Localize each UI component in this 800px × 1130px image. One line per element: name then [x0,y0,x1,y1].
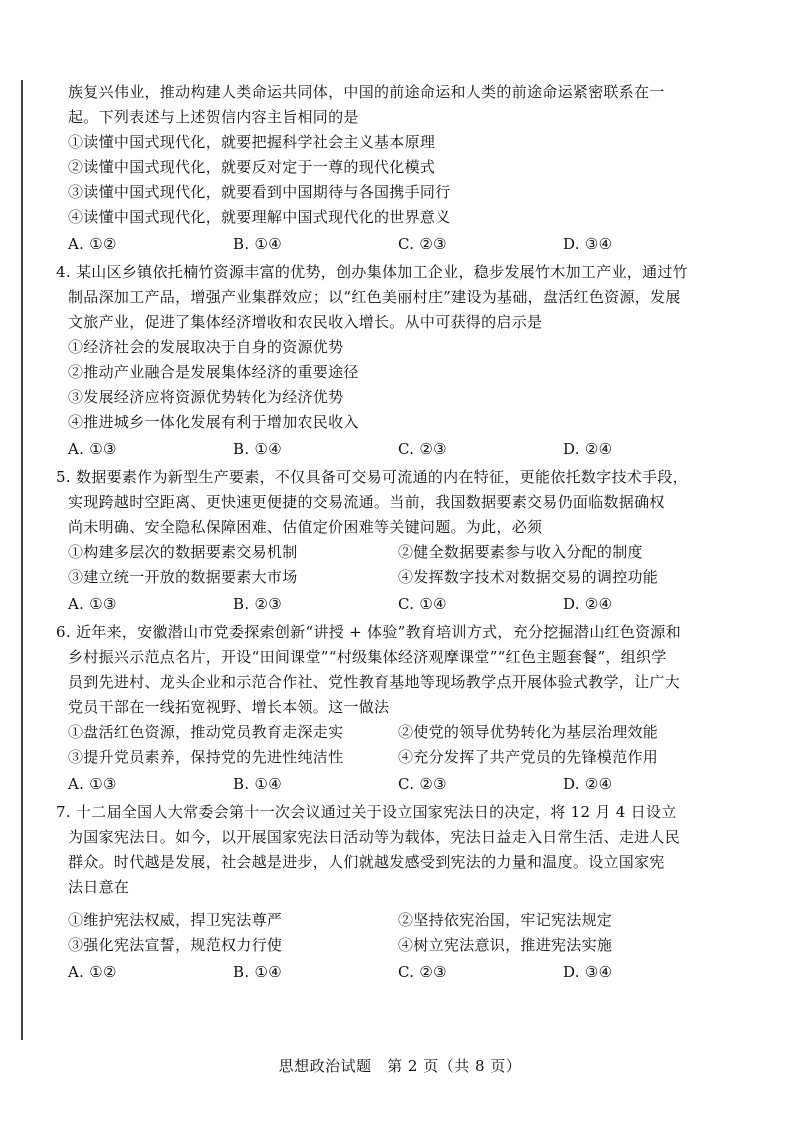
question-4-stem-line: 文旅产业，促进了集体经济增收和农民收入增长。从中可获得的启示是 [68,313,543,331]
choice-a: A. ①③ [68,774,117,793]
question-3-option: ①读懂中国式现代化，就要把握科学社会主义基本原理 [68,133,436,151]
question-4-option: ③发展经济应将资源优势转化为经济优势 [68,388,344,406]
question-5-option-row [68,540,728,565]
choice-d: D. ②④ [563,439,613,458]
choice-d: D. ②④ [563,774,613,793]
question-5-option: ③建立统一开放的数据要素大市场 [68,568,298,586]
question-4 [56,260,728,463]
question-6-option: ④充分发挥了共产党员的先锋模范作用 [398,748,659,766]
choice-c: C. ②③ [398,439,447,458]
question-6-option: ①盘活红色资源，推动党员教育走深走实 [68,723,344,741]
page-footer: 思想政治试题 第 2 页（共 8 页） [278,1057,522,1075]
question-3-option: ④读懂中国式现代化，就要理解中国式现代化的世界意义 [68,208,451,226]
question-4-option: ④推进城乡一体化发展有利于增加农民收入 [68,413,359,431]
question-7-option: ④树立宪法意识，推进宪法实施 [398,936,613,954]
question-6-choices [68,770,728,798]
choice-c: C. ②③ [398,234,447,253]
choice-d: D. ③④ [563,962,613,981]
question-5-option: ②健全数据要素参与收入分配的制度 [398,543,643,561]
question-3-stem-line: 起。下列表述与上述贺信内容主旨相同的是 [68,108,359,126]
question-5-stem-line: 实现跨越时空距离、更快速更便捷的交易流通。当前，我国数据要素交易仍面临数据确权 [68,493,665,511]
question-3-choices [68,230,728,258]
spacer [68,900,728,908]
question-3-stem-line: 族复兴伟业，推动构建人类命运共同体，中国的前途命运和人类的前途命运紧密联系在一 [68,83,665,101]
question-7-choices [68,958,728,986]
question-4-option: ②推动产业融合是发展集体经济的重要途径 [68,363,359,381]
choice-a: A. ①② [68,962,117,981]
choice-b: B. ②③ [233,594,282,613]
question-7-option-row [68,933,728,958]
question-6-stem-line: 员到先进村、龙头企业和示范合作社、党性教育基地等现场教学点开展体验式教学，让广大 [68,673,681,691]
choice-d: D. ③④ [563,234,613,253]
question-7-stem-line: 7. 十二届全国人大常委会第十一次会议通过关于设立国家宪法日的决定，将 12 月 4 日设立 [56,803,677,821]
choice-a: A. ①② [68,234,117,253]
question-4-option: ①经济社会的发展取决于自身的资源优势 [68,338,344,356]
question-5-stem-line: 尚未明确、安全隐私保障困难、估值定价困难等关键问题。为此，必须 [68,518,543,536]
choice-a: A. ①③ [68,594,117,613]
exam-page [56,78,728,986]
question-4-stem-line: 4. 某山区乡镇依托楠竹资源丰富的优势，创办集体加工企业，稳步发展竹木加工产业，通过竹 [56,263,688,281]
question-4-stem-line: 制品深加工产品，增强产业集群效应；以“红色美丽村庄”建设为基础，盘活红色资源，发展 [68,288,681,306]
question-3 [68,80,728,258]
question-7-option: ②坚持依宪治国，牢记宪法规定 [398,911,613,929]
question-6-option-row [68,720,728,745]
question-5-option-row [68,565,728,590]
choice-b: B. ①④ [233,774,282,793]
question-5-option: ①构建多层次的数据要素交易机制 [68,543,298,561]
question-4-choices [68,435,728,463]
choice-b: B. ①④ [233,234,282,253]
choice-b: B. ①④ [233,439,282,458]
question-7 [56,800,728,986]
question-6-stem-line: 6. 近年来，安徽潜山市党委探索创新“讲授 + 体验”教育培训方式，充分挖掘潜山红色资源和 [56,623,682,641]
question-6-stem-line: 乡村振兴示范点名片，开设“田间课堂”“村级集体经济观摩课堂”“红色主题套餐”，组织学 [68,648,667,666]
choice-d: D. ②④ [563,594,613,613]
question-7-stem-line: 法日意在 [68,878,130,896]
question-7-option-row [68,908,728,933]
choice-b: B. ①④ [233,962,282,981]
question-6-stem-line: 党员干部在一线拓宽视野、增长本领。这一做法 [68,698,390,716]
question-7-stem-line: 群众。时代越是发展，社会越是进步，人们就越发感受到宪法的力量和温度。设立国家宪 [68,853,665,871]
question-7-option: ③强化宪法宣誓，规范权力行使 [68,936,283,954]
question-6-option: ②使党的领导优势转化为基层治理效能 [398,723,659,741]
choice-a: A. ①③ [68,439,117,458]
question-3-option: ②读懂中国式现代化，就要反对定于一尊的现代化模式 [68,158,436,176]
question-6 [56,620,728,798]
question-6-option-row [68,745,728,770]
question-7-stem-line: 为国家宪法日。如今，以开展国家宪法日活动等为载体，宪法日益走入日常生活、走进人民 [68,828,681,846]
choice-c: C. ②③ [398,962,447,981]
question-5 [56,465,728,618]
choice-c: C. ②③ [398,774,447,793]
question-6-option: ③提升党员素养，保持党的先进性纯洁性 [68,748,344,766]
choice-c: C. ①④ [398,594,447,613]
question-7-option: ①维护宪法权威，捍卫宪法尊严 [68,911,283,929]
question-5-option: ④发挥数字技术对数据交易的调控功能 [398,568,659,586]
binding-margin-rule [21,80,23,1040]
question-5-stem-line: 5. 数据要素作为新型生产要素，不仅具备可交易可流通的内在特征，更能依托数字技术手段， [56,468,688,486]
question-3-option: ③读懂中国式现代化，就要看到中国期待与各国携手同行 [68,183,451,201]
question-5-choices [68,590,728,618]
